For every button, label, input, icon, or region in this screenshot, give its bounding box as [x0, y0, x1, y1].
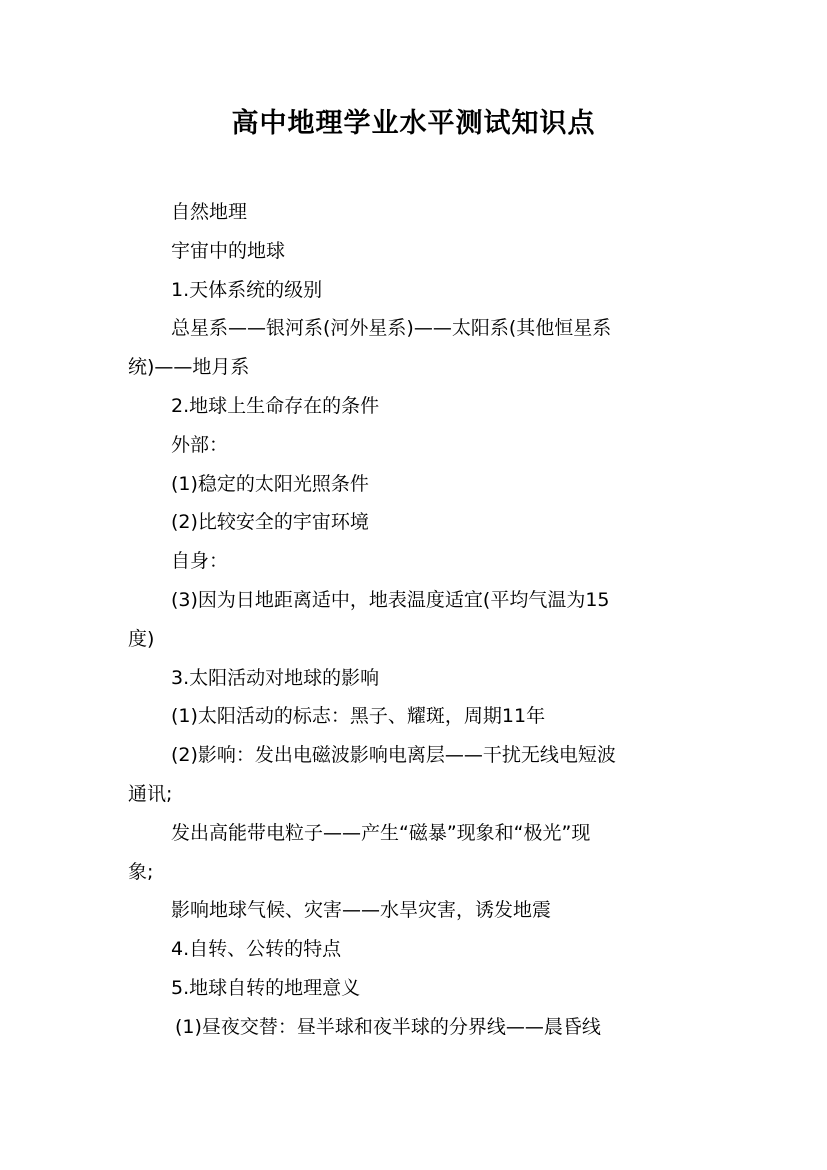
list-item: (1)昼夜交替：昼半球和夜半球的分界线——晨昏线 [175, 1015, 601, 1038]
document-body [128, 193, 702, 1047]
chapter-heading: 宇宙中的地球 [171, 239, 286, 262]
list-item: (3)因为日地距离适中，地表温度适宜(平均气温为15 [171, 588, 610, 611]
document-title: 高中地理学业水平测试知识点 [231, 108, 596, 139]
list-item: (2)比较安全的宇宙环境 [171, 511, 369, 534]
paragraph-line: 总星系——银河系(河外星系)——太阳系(其他恒星系 [171, 317, 612, 340]
paragraph-line: 影响地球气候、灾害——水旱灾害，诱发地震 [171, 899, 552, 922]
paragraph-line: 外部： [171, 433, 229, 456]
paragraph-line-continued: 统)——地月系 [128, 356, 250, 379]
point-heading: 3.太阳活动对地球的影响 [171, 666, 380, 689]
paragraph-line-continued: 象; [128, 860, 154, 883]
section-heading: 自然地理 [171, 201, 248, 223]
paragraph-line-continued: 度) [128, 627, 155, 650]
paragraph-line: 发出高能带电粒子——产生“磁暴”现象和“极光”现 [171, 821, 591, 844]
point-heading: 5.地球自转的地理意义 [171, 976, 361, 999]
paragraph-line-continued: 通讯; [128, 782, 173, 805]
point-heading: 1.天体系统的级别 [171, 278, 323, 301]
list-item: (2)影响：发出电磁波影响电离层——干扰无线电短波 [171, 744, 616, 767]
list-item: (1)稳定的太阳光照条件 [171, 472, 369, 495]
list-item: (1)太阳活动的标志：黑子、耀斑，周期11年 [171, 705, 546, 728]
paragraph-line: 自身： [171, 550, 229, 573]
point-heading: 4.自转、公转的特点 [171, 938, 342, 961]
point-heading: 2.地球上生命存在的条件 [171, 394, 380, 417]
